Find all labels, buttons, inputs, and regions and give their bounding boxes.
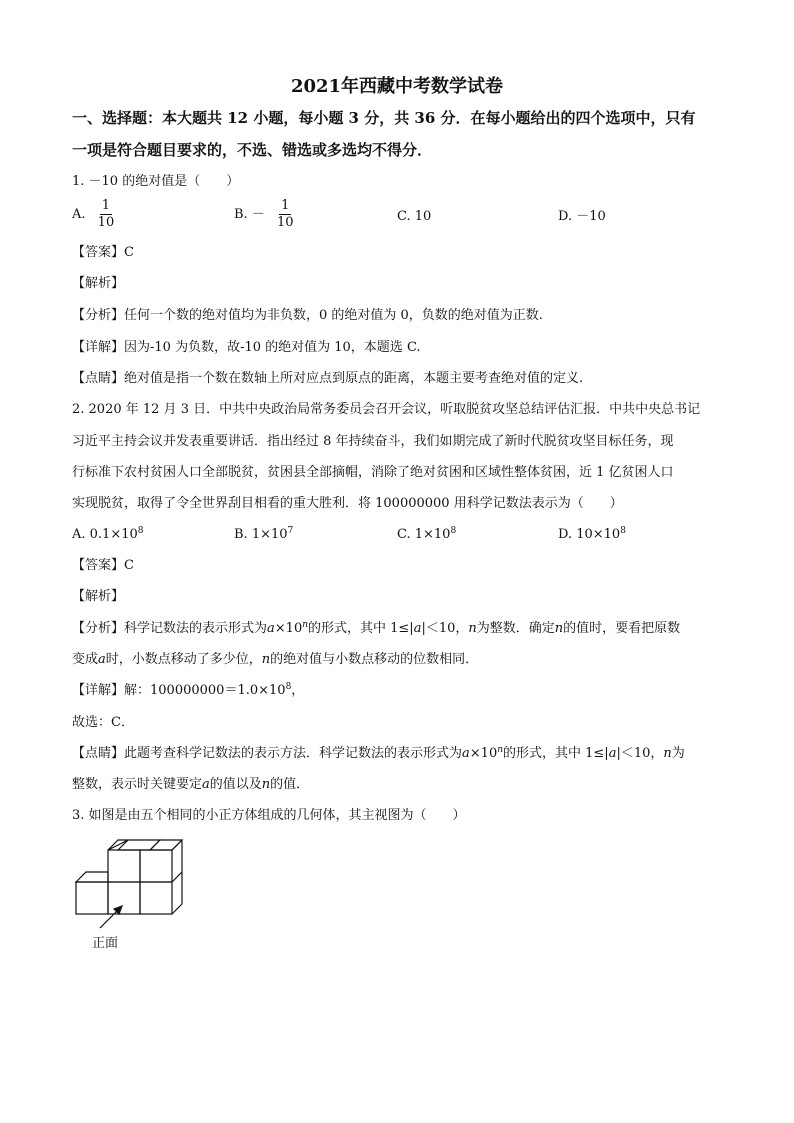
q2-dianjing-line-1 [72, 744, 685, 764]
q2-dianjing-text-a: 【点睛】此题考查科学记数法的表示方法．科学记数法的表示形式为 [72, 746, 463, 761]
q2-dianjing-text-h: 为 [671, 746, 685, 761]
q1-answer: 【答案】C [72, 245, 134, 260]
q2-fenxi-text-c: ×10 [274, 621, 303, 636]
q2-fenxi-var-a2: a [413, 621, 422, 636]
cube-lower-front-3 [140, 882, 172, 914]
q2-dianjing-text-d: 的形式，其中 1≤| [503, 746, 609, 761]
q2-dianjing2-text-a: 整数，表示时关键要定 [72, 777, 203, 792]
q2-option-b-exponent: 7 [287, 526, 294, 536]
q2-option-c-exponent: 8 [450, 526, 457, 536]
q2-fenxi-var-n2: n [554, 621, 564, 636]
q2-analysis-tag: 【解析】 [72, 589, 125, 604]
cube-left-top-face [76, 872, 108, 882]
section-instruction-line-2: 一项是符合题目要求的，不选、错选或多选均不得分． [72, 141, 433, 159]
q2-option-a-exponent: 8 [137, 526, 144, 536]
q2-dianjing-var-a: a [462, 746, 470, 761]
q2-option-a-text: A. 0.1×10 [72, 527, 138, 542]
q1-option-a-denominator: 10 [97, 215, 115, 230]
q1-option-a-numerator: 1 [101, 198, 111, 213]
q2-guxuan: 故选：C． [72, 715, 134, 730]
cube-lower-front-1 [76, 882, 108, 914]
q1-option-a [72, 198, 116, 231]
q2-xiangjie [72, 681, 304, 701]
q2-dianjing-text-f: |＜10， [616, 746, 664, 761]
q2-option-d-exponent: 8 [620, 526, 626, 536]
q2-fenxi2-var-n: n [261, 652, 271, 667]
q2-fenxi-text-h: 为整数．确定 [476, 621, 555, 636]
q2-fenxi-text-d: 的形式，其中 1≤| [308, 621, 414, 636]
q2-dianjing2-text-c: 的值以及 [209, 777, 262, 792]
q2-fenxi-exp-n: n [302, 620, 309, 630]
q2-fenxi-text-f: |＜10， [421, 621, 469, 636]
q1-option-d: D. －10 [558, 209, 606, 224]
q2-stem-line-2: 习近平主持会议并发表重要讲话．指出经过 8 年持续奋斗，我们如期完成了新时代脱贫攻坚目标任务，现 [72, 434, 674, 449]
q2-xiangjie-comma: ， [291, 683, 305, 698]
q1-option-b [234, 198, 296, 231]
section-instruction-line-1: 一、选择题：本大题共 12 小题，每小题 3 分，共 36 分．在每小题给出的四个选项中，只有 [72, 109, 696, 127]
q2-option-c-text: C. 1×10 [397, 527, 451, 542]
q2-option-a [72, 525, 144, 545]
q3-stem: 3. 如图是由五个相同的小正方体组成的几何体，其主视图为（ ） [72, 808, 466, 823]
q2-dianjing-line-2 [72, 775, 309, 795]
cube-upper-front-2 [140, 850, 172, 882]
q2-fenxi2-text-e: 的绝对值与小数点移动的位数相同． [270, 652, 479, 667]
q2-fenxi-text-j: 的值时，要看把原数 [563, 621, 681, 636]
q1-option-c: C. 10 [397, 209, 432, 224]
q2-fenxi-var-a: a [267, 621, 275, 636]
q2-stem-line-1: 2. 2020 年 12 月 3 日．中共中央政治局常务委员会召开会议，听取脱贫攻坚总结评估汇报．中共中央总书记 [72, 402, 701, 417]
q2-fenxi2-var-a: a [98, 652, 106, 667]
q1-fenxi: 【分析】任何一个数的绝对值均为非负数，0 的绝对值为 0，负数的绝对值为正数. [72, 308, 543, 323]
q2-xiangjie-exponent: 8 [285, 682, 292, 692]
q3-cube-figure [72, 836, 192, 936]
q2-dianjing-exp-n: n [497, 745, 504, 755]
q2-answer: 【答案】C [72, 558, 134, 573]
q1-xiangjie: 【详解】因为-10 为负数，故-10 的绝对值为 10，本题选 C. [72, 340, 421, 355]
q2-option-b-text: B. 1×10 [234, 527, 288, 542]
q2-fenxi-line-1 [72, 619, 680, 639]
q2-option-b [234, 525, 293, 545]
q2-dianjing2-var-n: n [261, 777, 271, 792]
q2-fenxi-text-a: 【分析】科学记数法的表示形式为 [72, 621, 268, 636]
q2-option-d [558, 525, 626, 545]
q2-option-c [397, 525, 456, 545]
q1-option-a-fraction [96, 198, 117, 231]
q2-option-d-text: D. 10×10 [558, 527, 621, 542]
q2-fenxi2-text-a: 变成 [72, 652, 99, 667]
q1-analysis-tag: 【解析】 [72, 276, 125, 291]
q2-fenxi-var-n: n [468, 621, 477, 636]
q1-stem: 1. －10 的绝对值是（ ） [72, 174, 240, 189]
q2-xiangjie-text: 【详解】解：100000000＝1.0×10 [72, 683, 286, 698]
q2-dianjing-var-n: n [663, 746, 672, 761]
q2-fenxi2-text-c: 时，小数点移动了多少位， [105, 652, 262, 667]
q1-option-b-fraction [275, 198, 296, 231]
q2-dianjing2-text-e: 的值． [270, 777, 310, 792]
q2-dianjing2-var-a: a [202, 777, 210, 792]
q2-dianjing-text-c: ×10 [469, 746, 498, 761]
q2-stem-line-4: 实现脱贫，取得了令全世界刮目相看的重大胜利．将 100000000 用科学记数法表示为（ ） [72, 496, 623, 511]
q1-option-b-denominator: 10 [276, 215, 294, 230]
q1-dianjing: 【点睛】绝对值是指一个数在数轴上所对应点到原点的距离，本题主要考查绝对值的定义. [72, 371, 584, 386]
q2-fenxi-line-2 [72, 650, 478, 670]
q2-stem-line-3: 行标准下农村贫困人口全部脱贫，贫困县全部摘帽，消除了绝对贫困和区域性整体贫困，近 1 亿贫困人口 [72, 465, 674, 480]
q3-figure-front-label: 正面 [92, 936, 119, 951]
page-title: 2021年西藏中考数学试卷 [290, 76, 504, 97]
cube-upper-front-1 [108, 850, 140, 882]
q1-option-a-label: A. [72, 207, 86, 222]
q1-option-b-label: B. － [234, 207, 265, 222]
q2-dianjing-var-a2: a [608, 746, 617, 761]
q1-option-b-numerator: 1 [281, 198, 290, 213]
cube-lower-front-2 [108, 882, 140, 914]
